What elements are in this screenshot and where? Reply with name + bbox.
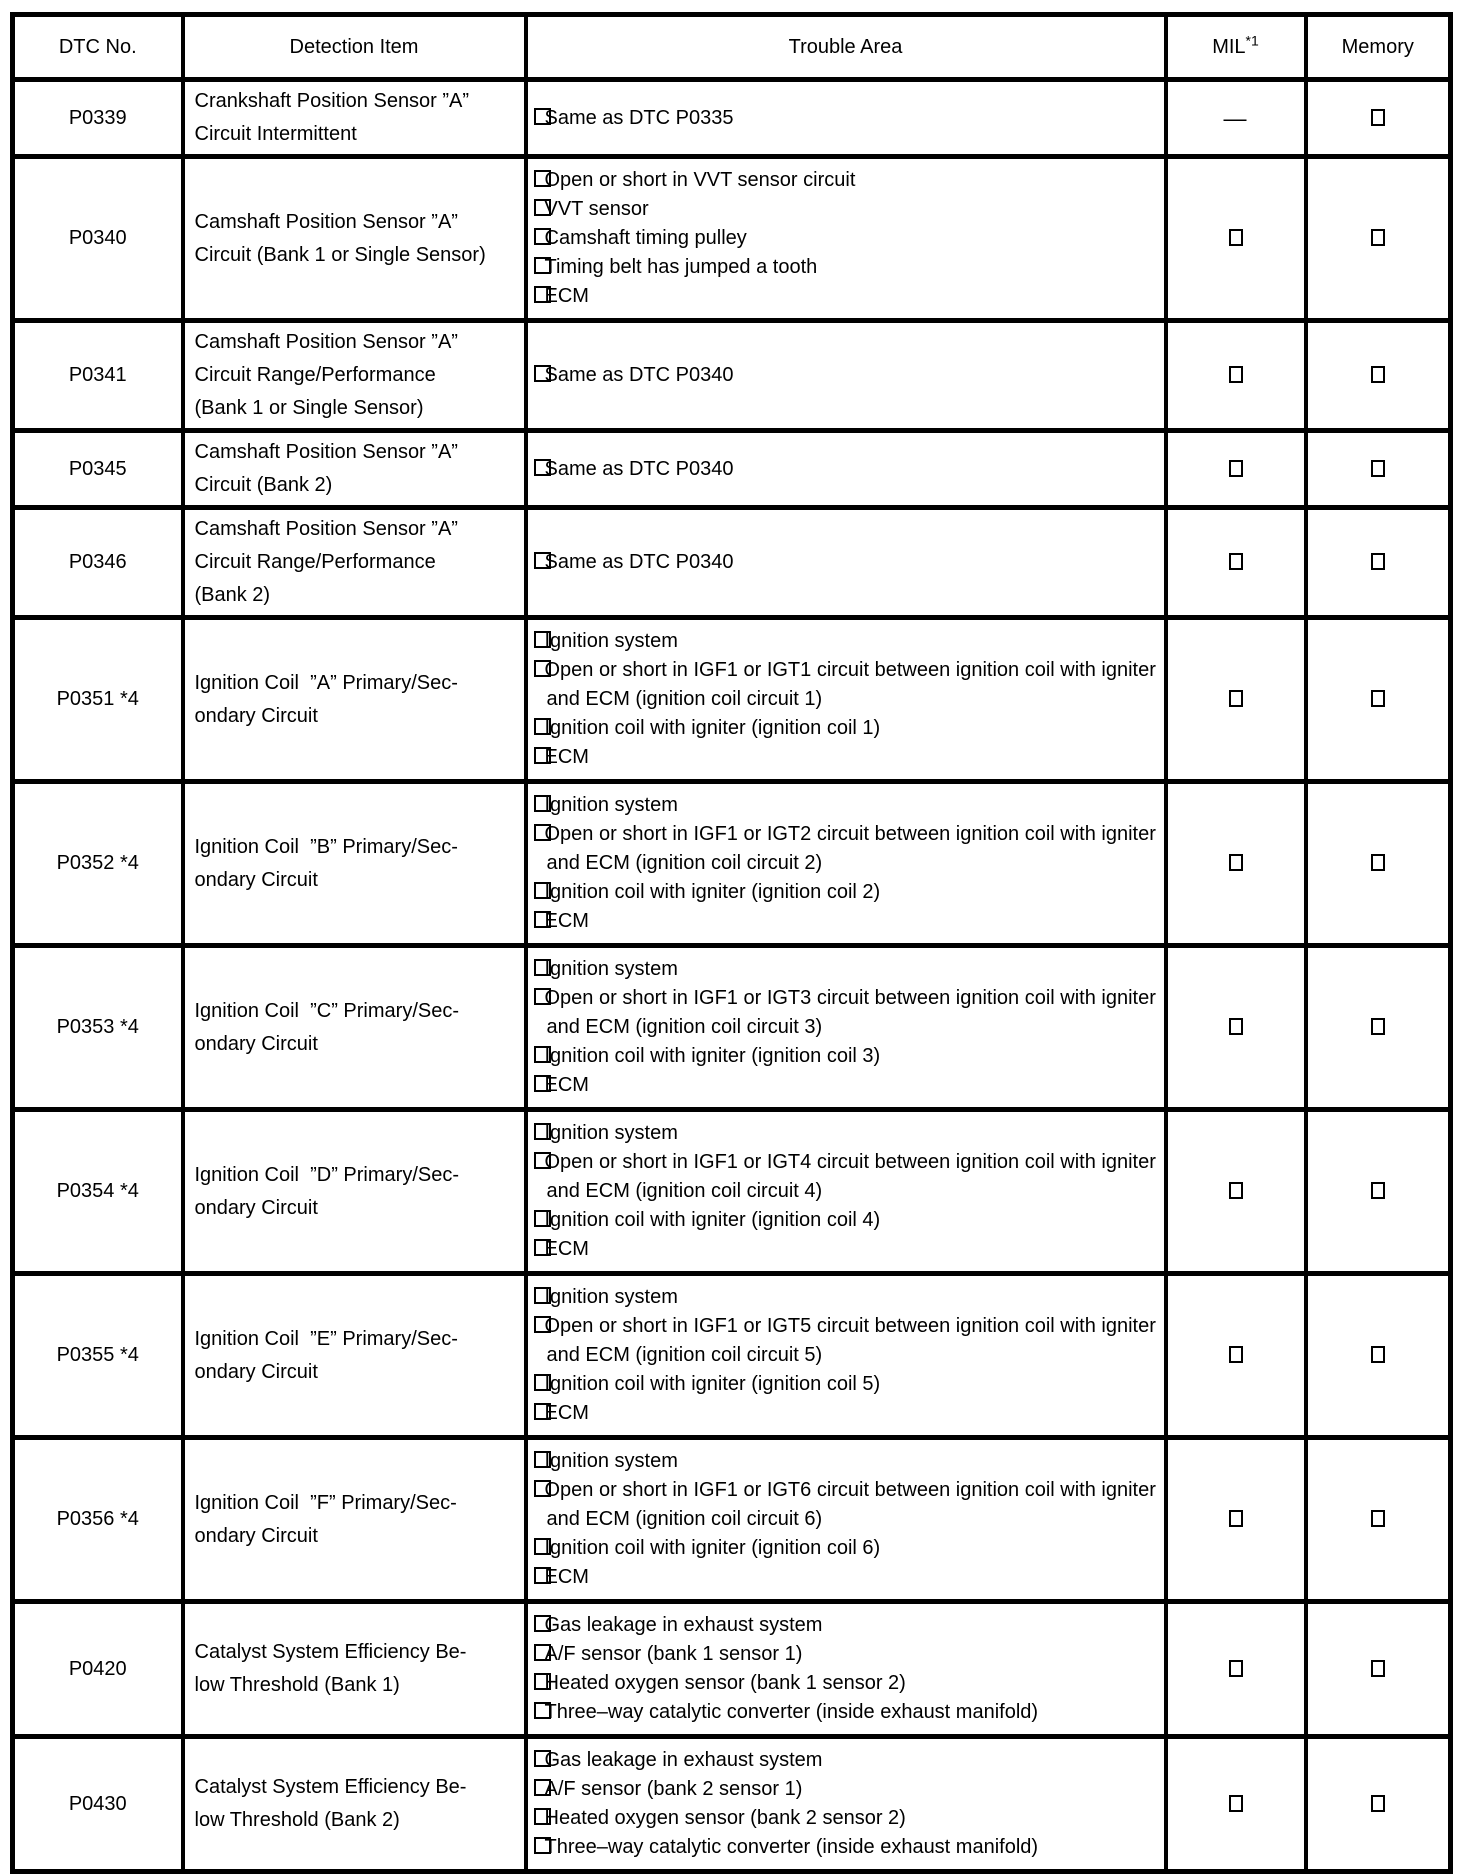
dtc-no-cell: P0351 *4 (13, 618, 183, 782)
dtc-row (13, 782, 1451, 946)
square-bullet-icon (534, 1374, 551, 1391)
detection-item-cell: Catalyst System Efficiency Be- low Threshold (Bank 2) (183, 1737, 526, 1872)
square-bullet-icon (534, 1451, 551, 1468)
trouble-area-cell (526, 618, 1166, 782)
detection-item-cell: Ignition Coil ”E” Primary/Sec- ondary Circuit (183, 1274, 526, 1438)
trouble-area-item: ECM (534, 1071, 1160, 1100)
square-bullet-icon (534, 1808, 551, 1825)
trouble-area-item: VVT sensor (534, 195, 1160, 224)
col-header-detection-item-label: Detection Item (289, 35, 419, 58)
square-bullet-icon (534, 170, 551, 187)
detection-item-cell: Camshaft Position Sensor ”A” Circuit Range/Performance (Bank 1 or Single Sensor) (183, 321, 526, 431)
trouble-area-item: Gas leakage in exhaust system (534, 1746, 1160, 1775)
trouble-area-item: Open or short in IGF1 or IGT1 circuit between ignition coil with igniter and ECM (ignition coil circuit 1) (534, 656, 1160, 714)
trouble-area-item: Ignition system (534, 627, 1160, 656)
square-bullet-icon (534, 108, 551, 125)
memory-cell (1306, 1110, 1451, 1274)
trouble-area-item: ECM (534, 1235, 1160, 1264)
trouble-area-item: Open or short in IGF1 or IGT6 circuit between ignition coil with igniter and ECM (ignition coil circuit 6) (534, 1476, 1160, 1534)
open-square-icon (1229, 1346, 1243, 1363)
trouble-area-item: ECM (534, 282, 1160, 311)
trouble-area-item: Open or short in VVT sensor circuit (534, 166, 1160, 195)
dtc-no-cell: P0341 (13, 321, 183, 431)
trouble-area-item: ECM (534, 907, 1160, 936)
dtc-row (13, 508, 1451, 618)
col-header-mil-label: MIL (1212, 35, 1246, 58)
mil-cell (1166, 431, 1306, 508)
trouble-area-item: Same as DTC P0340 (534, 361, 1160, 390)
square-bullet-icon (534, 988, 551, 1005)
open-square-icon (1371, 1660, 1385, 1677)
square-bullet-icon (534, 1480, 551, 1497)
memory-cell (1306, 1274, 1451, 1438)
trouble-area-item: Ignition system (534, 791, 1160, 820)
trouble-area-item: A/F sensor (bank 2 sensor 1) (534, 1775, 1160, 1804)
trouble-area-item: Ignition system (534, 1119, 1160, 1148)
square-bullet-icon (534, 365, 551, 382)
col-header-detection-item (183, 15, 526, 80)
dtc-no-cell: P0353 *4 (13, 946, 183, 1110)
square-bullet-icon (534, 795, 551, 812)
trouble-area-cell (526, 782, 1166, 946)
mil-cell (1166, 80, 1306, 157)
open-square-icon (1229, 553, 1243, 570)
dtc-row (13, 1438, 1451, 1602)
square-bullet-icon (534, 747, 551, 764)
open-square-icon (1229, 690, 1243, 707)
mil-cell (1166, 1602, 1306, 1737)
dtc-no-cell: P0430 (13, 1737, 183, 1872)
trouble-area-item: ECM (534, 743, 1160, 772)
square-bullet-icon (534, 1837, 551, 1854)
dtc-no-cell: P0340 (13, 157, 183, 321)
trouble-area-item: Three–way catalytic converter (inside exhaust manifold) (534, 1833, 1160, 1862)
col-header-dtc-no-label: DTC No. (58, 35, 137, 58)
square-bullet-icon (534, 1403, 551, 1420)
open-square-icon (1229, 854, 1243, 871)
trouble-area-item: Gas leakage in exhaust system (534, 1611, 1160, 1640)
open-square-icon (1371, 460, 1385, 477)
dtc-no-cell: P0355 *4 (13, 1274, 183, 1438)
col-header-memory (1306, 15, 1451, 80)
trouble-area-cell (526, 508, 1166, 618)
trouble-area-cell (526, 80, 1166, 157)
trouble-area-item: A/F sensor (bank 1 sensor 1) (534, 1640, 1160, 1669)
trouble-area-cell (526, 1737, 1166, 1872)
dtc-row (13, 1274, 1451, 1438)
trouble-area-item: Heated oxygen sensor (bank 2 sensor 2) (534, 1804, 1160, 1833)
square-bullet-icon (534, 459, 551, 476)
trouble-area-item: ECM (534, 1563, 1160, 1592)
open-square-icon (1229, 1510, 1243, 1527)
trouble-area-item: Ignition coil with igniter (ignition coil 1) (534, 714, 1160, 743)
dtc-row (13, 1602, 1451, 1737)
trouble-area-item: Ignition coil with igniter (ignition coil 2) (534, 878, 1160, 907)
square-bullet-icon (534, 1210, 551, 1227)
dtc-no-cell: P0339 (13, 80, 183, 157)
dtc-row (13, 321, 1451, 431)
square-bullet-icon (534, 1316, 551, 1333)
square-bullet-icon (534, 959, 551, 976)
square-bullet-icon (534, 1239, 551, 1256)
open-square-icon (1229, 229, 1243, 246)
mil-cell (1166, 1737, 1306, 1872)
square-bullet-icon (534, 1123, 551, 1140)
trouble-area-item: Camshaft timing pulley (534, 224, 1160, 253)
trouble-area-item: Ignition system (534, 1447, 1160, 1476)
square-bullet-icon (534, 1673, 551, 1690)
open-square-icon (1371, 1346, 1385, 1363)
mil-cell (1166, 946, 1306, 1110)
trouble-area-cell (526, 1274, 1166, 1438)
trouble-area-item: Ignition coil with igniter (ignition coil 3) (534, 1042, 1160, 1071)
dtc-no-cell: P0420 (13, 1602, 183, 1737)
trouble-area-cell (526, 1438, 1166, 1602)
open-square-icon (1371, 690, 1385, 707)
mil-cell (1166, 157, 1306, 321)
dtc-row (13, 1110, 1451, 1274)
memory-cell (1306, 157, 1451, 321)
detection-item-cell: Ignition Coil ”A” Primary/Sec- ondary Circuit (183, 618, 526, 782)
dtc-no-cell: P0352 *4 (13, 782, 183, 946)
trouble-area-cell (526, 431, 1166, 508)
trouble-area-cell (526, 157, 1166, 321)
open-square-icon (1371, 1795, 1385, 1812)
memory-cell (1306, 618, 1451, 782)
square-bullet-icon (534, 199, 551, 216)
detection-item-cell: Catalyst System Efficiency Be- low Threshold (Bank 1) (183, 1602, 526, 1737)
trouble-area-item: ECM (534, 1399, 1160, 1428)
dtc-no-cell: P0356 *4 (13, 1438, 183, 1602)
trouble-area-item: Ignition coil with igniter (ignition coil 6) (534, 1534, 1160, 1563)
open-square-icon (1371, 1018, 1385, 1035)
trouble-area-item: Ignition coil with igniter (ignition coil 4) (534, 1206, 1160, 1235)
dtc-row (13, 618, 1451, 782)
memory-cell (1306, 946, 1451, 1110)
detection-item-cell: Camshaft Position Sensor ”A” Circuit Range/Performance (Bank 2) (183, 508, 526, 618)
open-square-icon (1229, 1018, 1243, 1035)
open-square-icon (1371, 109, 1385, 126)
mil-cell (1166, 618, 1306, 782)
detection-item-cell: Camshaft Position Sensor ”A” Circuit (Bank 1 or Single Sensor) (183, 157, 526, 321)
header-row (13, 15, 1451, 80)
detection-item-cell: Ignition Coil ”D” Primary/Sec- ondary Circuit (183, 1110, 526, 1274)
mil-cell (1166, 1438, 1306, 1602)
dtc-row (13, 946, 1451, 1110)
square-bullet-icon (534, 1644, 551, 1661)
dtc-no-cell: P0345 (13, 431, 183, 508)
square-bullet-icon (534, 552, 551, 569)
trouble-area-item: Ignition system (534, 1283, 1160, 1312)
memory-cell (1306, 1602, 1451, 1737)
square-bullet-icon (534, 660, 551, 677)
memory-cell (1306, 508, 1451, 618)
memory-cell (1306, 782, 1451, 946)
square-bullet-icon (534, 1538, 551, 1555)
dash-mark: — (1223, 104, 1248, 131)
open-square-icon (1371, 366, 1385, 383)
memory-cell (1306, 1438, 1451, 1602)
square-bullet-icon (534, 1779, 551, 1796)
dtc-row (13, 80, 1451, 157)
detection-item-cell: Crankshaft Position Sensor ”A” Circuit Intermittent (183, 80, 526, 157)
dtc-no-cell: P0354 *4 (13, 1110, 183, 1274)
trouble-area-item: Three–way catalytic converter (inside exhaust manifold) (534, 1698, 1160, 1727)
trouble-area-item: Timing belt has jumped a tooth (534, 253, 1160, 282)
open-square-icon (1371, 553, 1385, 570)
square-bullet-icon (534, 824, 551, 841)
square-bullet-icon (534, 1750, 551, 1767)
square-bullet-icon (534, 1287, 551, 1304)
memory-cell (1306, 321, 1451, 431)
trouble-area-item: Open or short in IGF1 or IGT3 circuit between ignition coil with igniter and ECM (ignition coil circuit 3) (534, 984, 1160, 1042)
open-square-icon (1371, 229, 1385, 246)
mil-cell (1166, 321, 1306, 431)
memory-cell (1306, 80, 1451, 157)
trouble-area-item: Same as DTC P0340 (534, 455, 1160, 484)
trouble-area-item: Heated oxygen sensor (bank 1 sensor 2) (534, 1669, 1160, 1698)
square-bullet-icon (534, 1075, 551, 1092)
col-header-memory-label: Memory (1341, 35, 1414, 58)
col-header-trouble-area-label: Trouble Area (788, 35, 903, 58)
dtc-row (13, 431, 1451, 508)
square-bullet-icon (534, 718, 551, 735)
square-bullet-icon (534, 257, 551, 274)
trouble-area-item: Open or short in IGF1 or IGT5 circuit between ignition coil with igniter and ECM (ignition coil circuit 5) (534, 1312, 1160, 1370)
open-square-icon (1229, 460, 1243, 477)
trouble-area-cell (526, 1110, 1166, 1274)
dtc-row (13, 1737, 1451, 1872)
detection-item-cell: Ignition Coil ”F” Primary/Sec- ondary Circuit (183, 1438, 526, 1602)
mil-cell (1166, 1110, 1306, 1274)
square-bullet-icon (534, 882, 551, 899)
col-header-trouble-area (526, 15, 1166, 80)
dtc-no-cell: P0346 (13, 508, 183, 618)
mil-cell (1166, 508, 1306, 618)
dtc-row (13, 157, 1451, 321)
trouble-area-cell (526, 321, 1166, 431)
open-square-icon (1371, 1510, 1385, 1527)
square-bullet-icon (534, 228, 551, 245)
square-bullet-icon (534, 1152, 551, 1169)
open-square-icon (1371, 854, 1385, 871)
mil-footnote-marker: *1 (1245, 31, 1259, 48)
col-header-mil (1166, 15, 1306, 80)
trouble-area-cell (526, 946, 1166, 1110)
trouble-area-item: Ignition coil with igniter (ignition coil 5) (534, 1370, 1160, 1399)
open-square-icon (1229, 1795, 1243, 1812)
mil-cell (1166, 1274, 1306, 1438)
trouble-area-item: Ignition system (534, 955, 1160, 984)
dtc-table-body (13, 80, 1451, 1872)
square-bullet-icon (534, 631, 551, 648)
trouble-area-item: Same as DTC P0340 (534, 548, 1160, 577)
detection-item-cell: Ignition Coil ”C” Primary/Sec- ondary Circuit (183, 946, 526, 1110)
square-bullet-icon (534, 1615, 551, 1632)
trouble-area-item: Open or short in IGF1 or IGT2 circuit between ignition coil with igniter and ECM (ignition coil circuit 2) (534, 820, 1160, 878)
square-bullet-icon (534, 1702, 551, 1719)
col-header-dtc-no (13, 15, 183, 80)
square-bullet-icon (534, 911, 551, 928)
mil-cell (1166, 782, 1306, 946)
detection-item-cell: Ignition Coil ”B” Primary/Sec- ondary Circuit (183, 782, 526, 946)
trouble-area-item: Same as DTC P0335 (534, 104, 1160, 133)
open-square-icon (1229, 1182, 1243, 1199)
open-square-icon (1229, 366, 1243, 383)
memory-cell (1306, 431, 1451, 508)
square-bullet-icon (534, 1046, 551, 1063)
memory-cell (1306, 1737, 1451, 1872)
trouble-area-item: Open or short in IGF1 or IGT4 circuit between ignition coil with igniter and ECM (ignition coil circuit 4) (534, 1148, 1160, 1206)
square-bullet-icon (534, 286, 551, 303)
trouble-area-cell (526, 1602, 1166, 1737)
square-bullet-icon (534, 1567, 551, 1584)
dtc-table (10, 12, 1453, 1874)
open-square-icon (1371, 1182, 1385, 1199)
detection-item-cell: Camshaft Position Sensor ”A” Circuit (Bank 2) (183, 431, 526, 508)
open-square-icon (1229, 1660, 1243, 1677)
